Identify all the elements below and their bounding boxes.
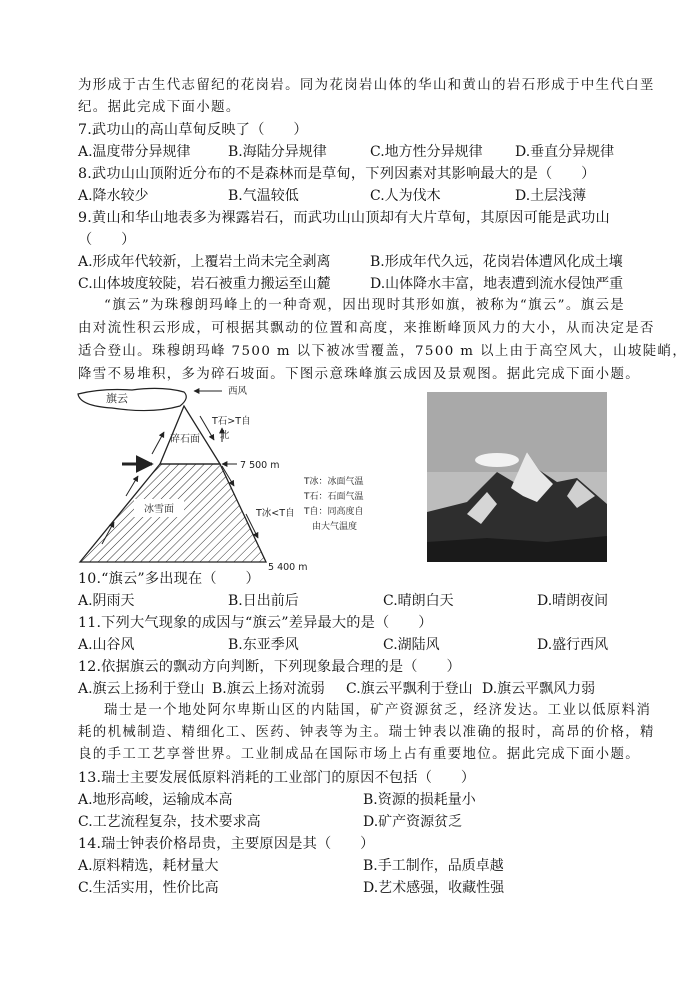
passage2-line-3: 适合登山。珠穆朗玛峰 7500 m 以下被冰雪覆盖，7500 m 以上由于高空风大，山坡陡峭， (78, 344, 688, 359)
intro-line-1: 为形成于古生代志留纪的花岗岩。同为花岗岩山体的华山和黄山的岩石形成于中生代白垩 (78, 78, 655, 93)
q13-stem: 13.瑞士主要发展低原料消耗的工业部门的原因不包括（ ） (78, 770, 476, 786)
q8-option-a[interactable]: A.降水较少 (78, 188, 149, 204)
passage3-line-1: 瑞士是一个地处阿尔卑斯山区的内陆国，矿产资源贫乏，经济发达。工业以低原料消 (104, 703, 652, 718)
q8-option-c[interactable]: C.人为伐木 (370, 188, 441, 204)
cloud-label: 旗云 (106, 392, 128, 405)
q10-option-b[interactable]: B.日出前后 (228, 593, 299, 609)
q8-option-b[interactable]: B.气温较低 (228, 188, 299, 204)
q9-option-d[interactable]: D.山体降水丰富，地表遭到流水侵蚀严重 (370, 276, 624, 292)
west-wind-label: 西风 (228, 386, 248, 397)
q14-option-d[interactable]: D.艺术感强，收藏性强 (363, 880, 505, 896)
q13-option-a[interactable]: A.地形高峻，运输成本高 (78, 792, 233, 808)
q9-option-c[interactable]: C.山体坡度较陡，岩石被重力搬运至山麓 (78, 276, 331, 292)
t-upper-label: T石>T自 (212, 416, 251, 427)
q11-option-d[interactable]: D.盛行西风 (537, 637, 609, 653)
ice-snow-label: 冰雪面 (144, 504, 174, 515)
q7-options (78, 141, 628, 163)
q14-options-row-2 (78, 877, 628, 899)
q7-option-c[interactable]: C.地方性分异规律 (370, 144, 483, 160)
q14-option-b[interactable]: B.手工制作，品质卓越 (363, 858, 504, 874)
legend-line-1: T冰：冰面气温 (304, 477, 364, 487)
q14-option-c[interactable]: C.生活实用，性价比高 (78, 880, 219, 896)
q10-option-a[interactable]: A.阴雨天 (78, 593, 135, 609)
q12-stem: 12.依据旗云的飘动方向判断，下列现象最合理的是（ ） (78, 659, 461, 675)
q9-option-b[interactable]: B.形成年代久远，花岗岩体遭风化成土壤 (370, 254, 623, 270)
q14-stem: 14.瑞士钟表价格昂贵，主要原因是其（ ） (78, 836, 375, 852)
q12-option-a[interactable]: A.旗云上扬利于登山 (78, 681, 205, 697)
q7-option-a[interactable]: A.温度带分异规律 (78, 144, 191, 160)
q7-option-b[interactable]: B.海陆分异规律 (228, 144, 327, 160)
q9-stem-line-1: 9.黄山和华山地表多为裸露岩石，而武功山山顶却有大片草甸，其原因可能是武功山 (78, 210, 610, 226)
passage3-line-2: 耗的机械制造、精细化工、医药、钟表等为主。瑞士钟表以准确的报时，高昂的价格，精 (78, 725, 655, 740)
legend-line-2: T石：石面气温 (304, 492, 364, 502)
q8-stem: 8.武功山山顶附近分布的不是森林而是草甸，下列因素对其影响最大的是（ ） (78, 166, 596, 182)
q12-options (78, 678, 628, 700)
everest-flag-cloud-photo (427, 392, 607, 562)
passage3-line-3: 良的手工工艺享誉世界。工业制成品在国际市场上占有重要地位。据此完成下面小题。 (78, 747, 641, 762)
q13-options-row-2 (78, 811, 628, 833)
legend-line-3: T自：同高度自 (304, 507, 364, 517)
q11-options (78, 634, 628, 656)
intro-line-2: 纪。据此完成下面小题。 (78, 100, 241, 115)
gravel-label: 碎石面 (170, 434, 200, 445)
q7-stem: 7.武功山的高山草甸反映了（ ） (78, 122, 308, 138)
q9-options-row-1 (78, 251, 628, 273)
q8-options (78, 185, 628, 207)
q12-option-b[interactable]: B.旗云上扬对流弱 (212, 681, 325, 697)
alt-5400-label: 5 400 m (268, 562, 308, 573)
q11-option-c[interactable]: C.湖陆风 (383, 637, 440, 653)
q11-option-a[interactable]: A.山谷风 (78, 637, 135, 653)
q8-option-d[interactable]: D.土层浅薄 (515, 188, 587, 204)
q10-options (78, 590, 628, 612)
q14-option-a[interactable]: A.原料精选，耗材量大 (78, 858, 219, 874)
q10-option-d[interactable]: D.晴朗夜间 (537, 593, 609, 609)
q12-option-c[interactable]: C.旗云平飘利于登山 (346, 681, 473, 697)
cloud-shape (78, 388, 186, 410)
q11-option-b[interactable]: B.东亚季风 (228, 637, 299, 653)
q9-option-a[interactable]: A.形成年代较新，上覆岩土尚未完全剥离 (78, 254, 331, 270)
passage2-line-1: “旗云”为珠穆朗玛峰上的一种奇观，因出现时其形如旗，被称为“旗云”。旗云是 (104, 298, 626, 313)
q11-stem: 11.下列大气现象的成因与“旗云”差异最大的是（ ） (78, 615, 433, 631)
q13-option-d[interactable]: D.矿产资源贫乏 (363, 814, 463, 830)
q9-stem-line-2: （ ） (78, 232, 136, 248)
legend-line-4: 由大气温度 (312, 522, 358, 532)
t-lower-label: T冰<T自 (256, 508, 295, 519)
q13-options-row-1 (78, 789, 628, 811)
flag-cloud-diagram (72, 384, 372, 584)
alt-7500-label: 7 500 m (240, 460, 280, 471)
q10-option-c[interactable]: C.晴朗白天 (383, 593, 454, 609)
q13-option-b[interactable]: B.资源的损耗量小 (363, 792, 476, 808)
q10-stem: 10.“旗云”多出现在（ ） (78, 571, 260, 587)
q7-option-d[interactable]: D.垂直分异规律 (515, 144, 615, 160)
q9-options-row-2 (78, 273, 628, 295)
q14-options-row-1 (78, 855, 628, 877)
passage2-line-4: 降雪不易堆积，多为碎石坡面。下图示意珠峰旗云成因及景观图。据此完成下面小题。 (78, 367, 641, 382)
passage2-line-2: 由对流性积云形成，可根据其飘动的位置和高度，来推断峰顶风力的大小，从而决定是否 (78, 321, 655, 336)
q12-option-d[interactable]: D.旗云平飘风力弱 (482, 681, 596, 697)
q13-option-c[interactable]: C.工艺流程复杂，技术要求高 (78, 814, 261, 830)
north-label: 北 (220, 430, 230, 441)
